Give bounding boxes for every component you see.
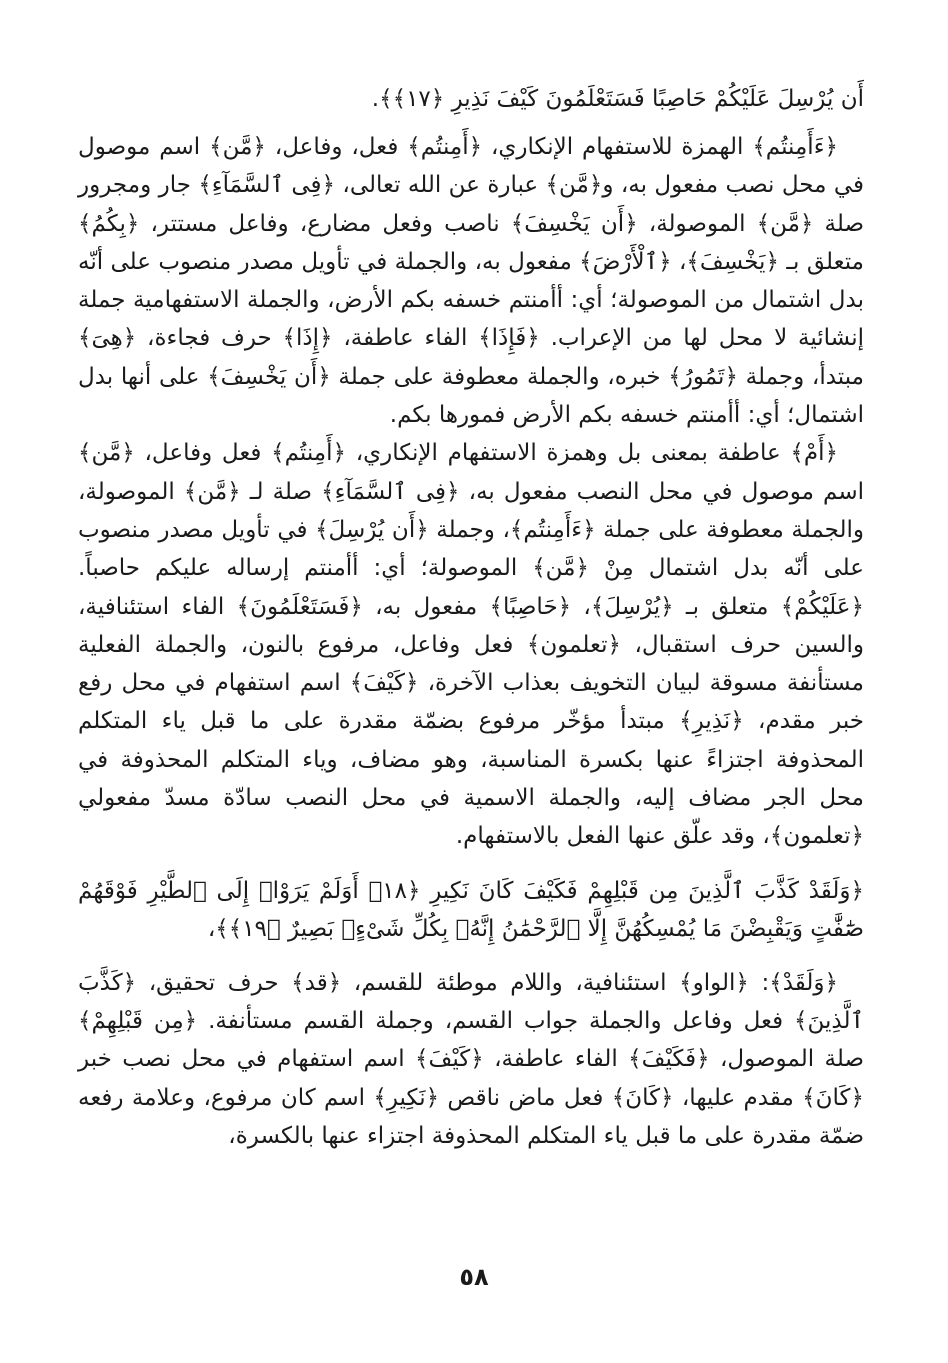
page-body xyxy=(78,80,864,1155)
page-number: ٥٨ xyxy=(459,1263,489,1291)
grammar-analysis-paragraph-2: ﴿أَمْ﴾ عاطفة بمعنى بل وهمزة الاستفهام الإنكاري، ﴿أَمِنتُم﴾ فعل وفاعل، ﴿مَّن﴾ اسم موصول في محل النصب مفعول به، ﴿فِى ٱلسَّمَآءِ﴾ صلة لـ ﴿مَّن﴾ الموصولة، والجملة معطوفة على جملة ﴿ءَأَمِنتُم﴾، وجملة ﴿أَن يُرْسِلَ﴾ في تأويل مصدر منصوب على أنّه بدل اشتمال مِنْ ﴿مَّن﴾ الموصولة؛ أي: أأمنتم إرساله عليكم حاصباً. ﴿عَلَيْكُمْ﴾ متعلق بـ ﴿يُرْسِلَ﴾، ﴿حَاصِبًا﴾ مفعول به، ﴿فَسَتَعْلَمُونَ﴾ الفاء استئنافية، والسين حرف استقبال، ﴿تعلمون﴾ فعل وفاعل، مرفوع بالنون، والجملة الفعلية مستأنفة مسوقة لبيان التخويف بعذاب الآخرة، ﴿كَيْفَ﴾ اسم استفهام في محل رفع خبر مقدم، ﴿نَذِيرِ﴾ مبتدأ مؤخّر مرفوع بضمّة مقدرة على ما قبل ياء المتكلم المحذوفة اجتزاءً عنها بكسرة المناسبة، وهو مضاف، وياء المتكلم المحذوفة في محل الجر مضاف إليه، والجملة الاسمية في محل النصب سادّة مسدّ مفعولي ﴿تعلمون﴾، وقد علّق عنها الفعل بالاستفهام. xyxy=(78,440,864,850)
quran-verse-block: ﴿وَلَقَدْ كَذَّبَ ٱلَّذِينَ مِن قَبْلِهِمْ فَكَيْفَ كَانَ نَكِيرِ ﴿١٨﴾ أَوَلَمْ يَرَوْا۟ إِلَى ٱلطَّيْرِ فَوْقَهُمْ صَٰٓفَّٰتٍ وَيَقْبِضْنَ مَا يُمْسِكُهُنَّ إِلَّا ٱلرَّحْمَٰنُ إِنَّهُۥ بِكُلِّ شَىْءٍۭ بَصِيرٌ ﴿١٩﴾﴾، xyxy=(78,877,865,942)
grammar-analysis-paragraph-3: ﴿وَلَقَدْ﴾: ﴿الواو﴾ استئنافية، واللام موطئة للقسم، ﴿قد﴾ حرف تحقيق، ﴿كَذَّبَ ٱلَّذِينَ﴾ فعل وفاعل والجملة جواب القسم، وجملة القسم مستأنفة. ﴿مِن قَبْلِهِمْ﴾ صلة الموصول، ﴿فَكَيْفَ﴾ الفاء عاطفة، ﴿كَيْفَ﴾ اسم استفهام في محل نصب خبر ﴿كَانَ﴾ مقدم عليها، ﴿كَانَ﴾ فعل ماض ناقص ﴿نَكِيرِ﴾ اسم كان مرفوع، وعلامة رفعه ضمّة مقدرة على ما قبل ياء المتكلم المحذوفة اجتزاء عنها بالكسرة، xyxy=(78,969,864,1149)
grammar-analysis-paragraph-1: ﴿ءَأَمِنتُم﴾ الهمزة للاستفهام الإنكاري، ﴿أَمِنتُم﴾ فعل، وفاعل، ﴿مَّن﴾ اسم موصول في محل نصب مفعول به، و﴿مَّن﴾ عبارة عن الله تعالى، ﴿فِى ٱلسَّمَآءِ﴾ جار ومجرور صلة ﴿مَّن﴾ الموصولة، ﴿أَن يَخْسِفَ﴾ ناصب وفعل مضارع، وفاعل مستتر، ﴿بِكُمُ﴾ متعلق بـ ﴿يَخْسِفَ﴾، ﴿ٱلْأَرْضَ﴾ مفعول به، والجملة في تأويل مصدر منصوب على أنّه بدل اشتمال من الموصولة؛ أي: أأمنتم خسفه بكم الأرض، والجملة الاستفهامية جملة إنشائية لا محل لها من الإعراب. ﴿فَإِذَا﴾ الفاء عاطفة، ﴿إِذَا﴾ حرف فجاءة، ﴿هِىَ﴾ مبتدأ، وجملة ﴿تَمُورُ﴾ خبره، والجملة معطوفة على جملة ﴿أَن يَخْسِفَ﴾ على أنها بدل اشتمال؛ أي: أأمنتم خسفه بكم الأرض فمورها بكم. xyxy=(78,134,864,429)
quran-verse-continuation: أَن يُرْسِلَ عَلَيْكُمْ حَاصِبًا فَسَتَعْلَمُونَ كَيْفَ نَذِيرِ ﴿١٧﴾﴾. xyxy=(371,86,864,112)
